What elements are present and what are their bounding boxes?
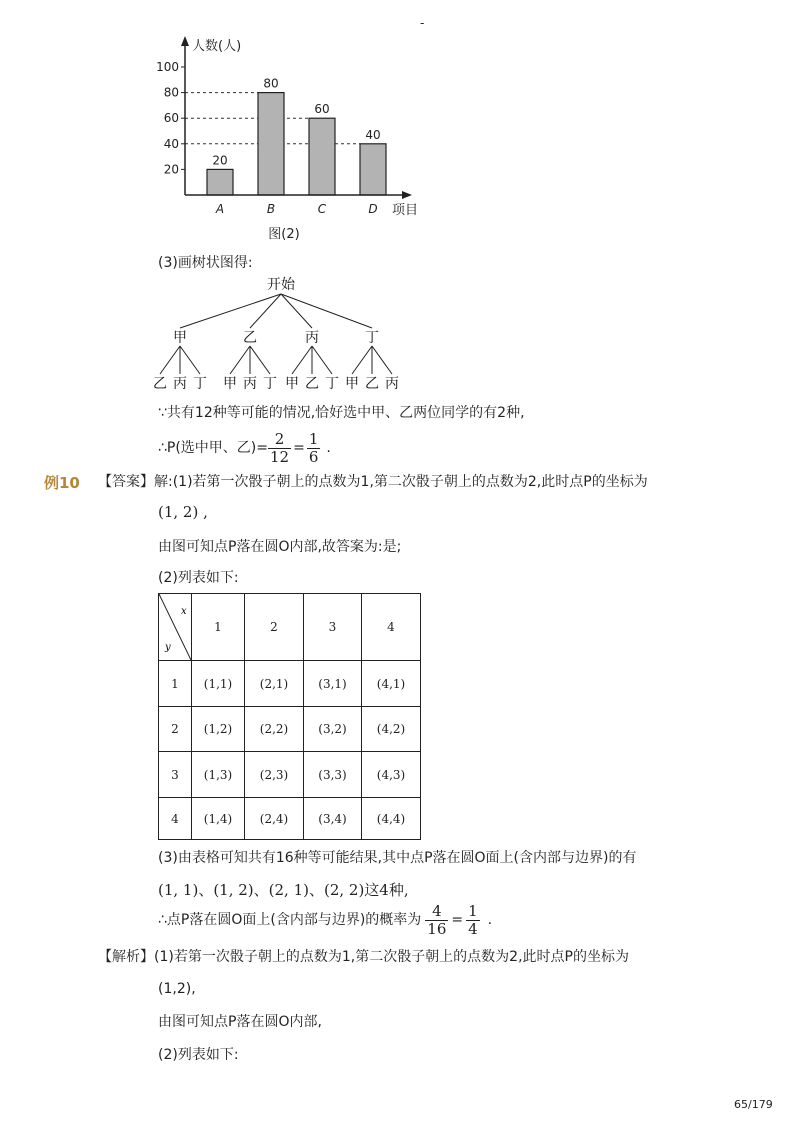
answer-line-4: (2)列表如下: (158, 570, 239, 586)
category-label: B (266, 202, 276, 216)
frac-numerator: 1 (468, 901, 478, 920)
table-cell: (3,4) (304, 798, 362, 840)
y-tick-label: 60 (163, 111, 179, 126)
equals-sign: = (451, 912, 464, 928)
table-cell: (2,1) (245, 661, 304, 707)
analysis-line-4: (2)列表如下: (158, 1047, 239, 1063)
table-row (159, 798, 421, 840)
part3-probability-line (158, 898, 492, 942)
y-axis-label: 人数(人) (192, 39, 242, 54)
table-row (159, 752, 421, 798)
table-cell: (4,2) (362, 707, 421, 752)
tree-leaf: 甲 (285, 376, 299, 392)
table-cell: (4,4) (362, 798, 421, 840)
top-mark: - (420, 16, 425, 30)
frac-denominator: 12 (270, 447, 290, 466)
table-cell: (1,1) (192, 661, 245, 707)
tree-node: 甲 (173, 330, 187, 346)
tree-leaf: 乙 (305, 376, 319, 392)
part3-prob-prefix: ∴点P落在圆O面上(含内部与边界)的概率为 (158, 912, 422, 928)
bar-value-label: 20 (212, 153, 228, 168)
chart-title: 图(2) (268, 227, 300, 242)
tree-branch (312, 346, 332, 374)
tree-branch (281, 294, 372, 328)
bar-chart (150, 30, 440, 250)
table-cell: (2,2) (245, 707, 304, 752)
analysis-line-1 (98, 948, 629, 966)
tree-node: 乙 (243, 330, 257, 346)
period: . (487, 912, 493, 928)
tree-node: 丁 (365, 330, 379, 346)
tree-root: 开始 (267, 277, 295, 293)
probability-line (158, 428, 331, 468)
fraction-1-4 (466, 903, 480, 938)
table-cell: (3,2) (304, 707, 362, 752)
row-header: 1 (159, 661, 192, 707)
fraction-2-12 (268, 431, 291, 466)
row-header: 2 (159, 707, 192, 752)
tree-branch (352, 346, 372, 374)
frac-numerator: 1 (308, 429, 319, 448)
table-cell: (4,3) (362, 752, 421, 798)
frac-numerator: 2 (274, 429, 285, 448)
part3-line-1: (3)由表格可知共有16种等可能结果,其中点P落在圆O面上(含内部与边界)的有 (158, 850, 637, 866)
tree-leaf: 丁 (263, 376, 277, 392)
table-cell: (2,4) (245, 798, 304, 840)
tree-leaf: 丁 (325, 376, 339, 392)
coordinate-table (158, 593, 421, 840)
tree-leaf: 丙 (385, 376, 399, 392)
y-tick-label: 80 (163, 85, 179, 100)
answer-tag: 【答案】 (98, 474, 154, 490)
bar-value-label: 60 (314, 102, 330, 117)
y-tick-label: 20 (163, 162, 179, 177)
col-header: 4 (362, 594, 421, 661)
tree-heading: (3)画树状图得: (158, 255, 253, 271)
tree-leaf: 乙 (153, 376, 167, 392)
tree-leaf: 丙 (243, 376, 257, 392)
frac-denominator: 6 (308, 447, 319, 466)
tree-leaf: 丙 (173, 376, 187, 392)
bar-A (207, 169, 233, 195)
table-cell: (1,2) (192, 707, 245, 752)
table-cell: (3,3) (304, 752, 362, 798)
analysis-line-3: 由图可知点P落在圆O内部, (158, 1014, 322, 1030)
row-header: 3 (159, 752, 192, 798)
table-header-row (159, 594, 421, 661)
bar-C (309, 118, 335, 195)
part3-line-2: (1, 1)、(1, 2)、(2, 1)、(2, 2)这4种, (158, 881, 409, 899)
bar-value-label: 40 (365, 127, 381, 142)
bar-D (360, 144, 386, 195)
fraction-4-16 (425, 903, 448, 938)
period: . (326, 440, 331, 456)
y-tick-label: 100 (156, 60, 179, 74)
col-header: 3 (304, 594, 362, 661)
equals-sign: = (293, 440, 305, 456)
tree-branch (230, 346, 250, 374)
frac-numerator: 4 (432, 901, 442, 920)
prob-prefix: ∴P(选中甲、乙)= (158, 440, 269, 456)
tree-branch (250, 346, 270, 374)
table-cell: (1,4) (192, 798, 245, 840)
table-corner (159, 594, 192, 661)
col-header: 1 (192, 594, 245, 661)
tree-conclusion: ∵共有12种等可能的情况,恰好选中甲、乙两位同学的有2种, (158, 405, 525, 421)
frac-denominator: 4 (468, 919, 478, 938)
tree-branch (180, 346, 200, 374)
col-header: 2 (245, 594, 304, 661)
answer-line-3: 由图可知点P落在圆O内部,故答案为:是; (158, 539, 402, 555)
table-cell: (4,1) (362, 661, 421, 707)
tree-leaf: 丁 (193, 376, 207, 392)
tree-diagram (140, 272, 420, 397)
fraction-1-6 (307, 431, 321, 466)
corner-y-label: y (165, 642, 171, 653)
row-header: 4 (159, 798, 192, 840)
corner-x-label: x (181, 606, 187, 617)
tree-branch (292, 346, 312, 374)
answer-line-1 (98, 473, 648, 491)
bar-B (258, 93, 284, 195)
corner-diagonal (159, 594, 191, 660)
analysis-tag: 【解析】 (98, 949, 154, 965)
x-axis-arrow (402, 191, 412, 199)
category-label: A (215, 202, 225, 216)
table-cell: (3,1) (304, 661, 362, 707)
tree-leaf: 甲 (345, 376, 359, 392)
table-cell: (1,3) (192, 752, 245, 798)
tree-node: 丙 (305, 330, 319, 346)
table-cell: (2,3) (245, 752, 304, 798)
tree-leaf: 甲 (223, 376, 237, 392)
analysis-text: (1)若第一次骰子朝上的点数为1,第二次骰子朝上的点数为2,此时点P的坐标为 (154, 949, 629, 965)
tree-branch (372, 346, 392, 374)
coordinate-1-2: (1, 2) , (158, 503, 208, 521)
table-row (159, 661, 421, 707)
y-tick-label: 40 (163, 136, 179, 151)
y-axis-arrow (181, 36, 189, 46)
answer-text: 解:(1)若第一次骰子朝上的点数为1,第二次骰子朝上的点数为2,此时点P的坐标为 (154, 474, 648, 490)
category-label: D (368, 202, 378, 216)
analysis-line-2: (1,2), (158, 981, 196, 997)
page-number: 65/179 (734, 1098, 773, 1111)
category-label: C (317, 202, 327, 216)
x-axis-label: 项目 (392, 203, 419, 218)
table-row (159, 707, 421, 752)
tree-leaf: 乙 (365, 376, 379, 392)
tree-branch (160, 346, 180, 374)
bar-value-label: 80 (263, 76, 279, 91)
tree-branch (281, 294, 312, 328)
example-label: 例10 (44, 474, 80, 492)
frac-denominator: 16 (427, 919, 447, 938)
